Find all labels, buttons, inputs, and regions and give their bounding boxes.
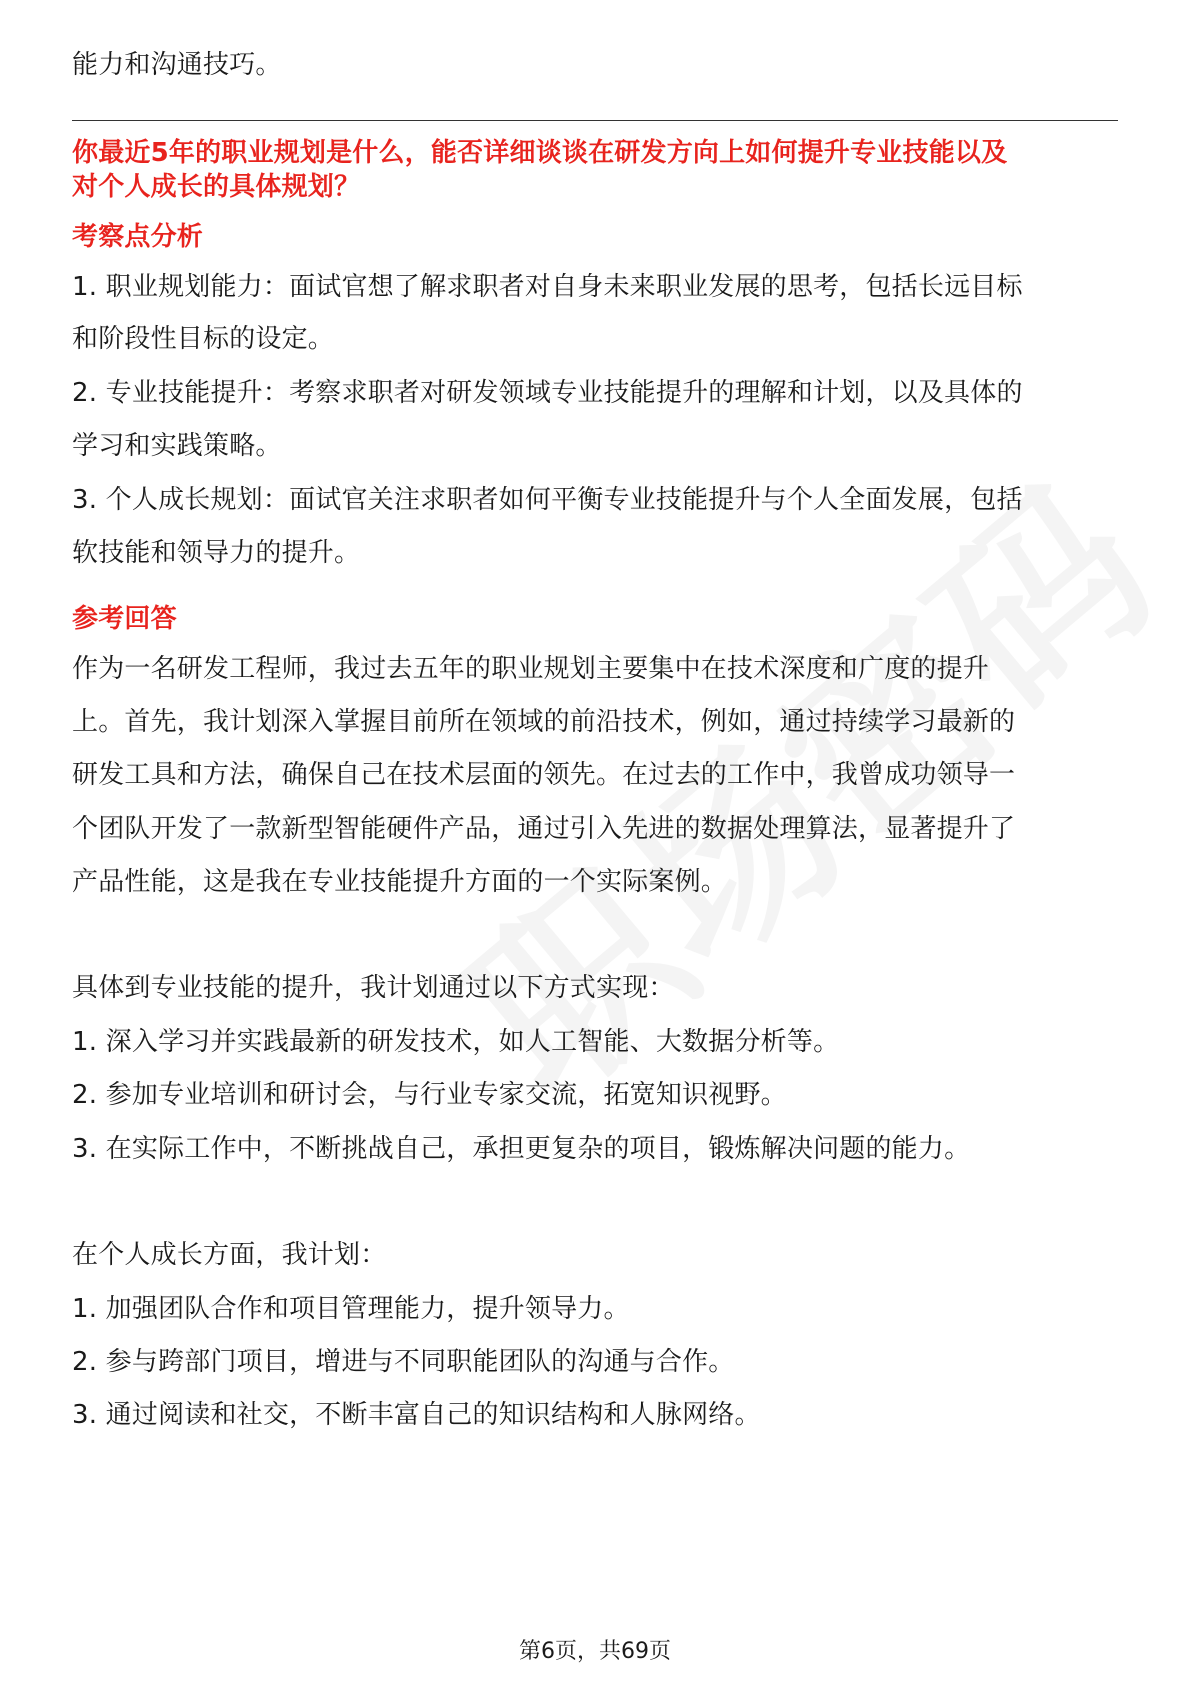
page-number: 第6页，共69页 xyxy=(519,1639,671,1664)
growth-list-item: 1. 加强团队合作和项目管理能力，提升领导力。 xyxy=(72,1294,630,1324)
growth-intro: 在个人成长方面，我计划： xyxy=(72,1240,387,1270)
answer-paragraph-line: 个团队开发了一款新型智能硬件产品，通过引入先进的数据处理算法，显著提升了 xyxy=(72,814,1016,844)
growth-list-item: 3. 通过阅读和社交，不断丰富自己的知识结构和人脉网络。 xyxy=(72,1400,761,1430)
analysis-line: 2. 专业技能提升：考察求职者对研发领域专业技能提升的理解和计划，以及具体的 xyxy=(72,378,1023,408)
analysis-line: 和阶段性目标的设定。 xyxy=(72,324,335,354)
answer-paragraph-line: 上。首先，我计划深入掌握目前所在领域的前沿技术，例如，通过持续学习最新的 xyxy=(72,707,1016,737)
analysis-heading: 考察点分析 xyxy=(72,222,204,252)
analysis-line: 软技能和领导力的提升。 xyxy=(72,538,361,568)
question-line-2: 对个人成长的具体规划？ xyxy=(72,172,361,202)
skills-list-item: 1. 深入学习并实践最新的研发技术，如人工智能、大数据分析等。 xyxy=(72,1027,840,1057)
growth-list-item: 2. 参与跨部门项目，增进与不同职能团队的沟通与合作。 xyxy=(72,1347,735,1377)
answer-paragraph-line: 作为一名研发工程师，我过去五年的职业规划主要集中在技术深度和广度的提升 xyxy=(72,654,990,684)
continuation-text: 能力和沟通技巧。 xyxy=(72,50,282,80)
question-line-1: 你最近5年的职业规划是什么，能否详细谈谈在研发方向上如何提升专业技能以及 xyxy=(72,138,1008,168)
document-page xyxy=(72,0,1118,1684)
analysis-line: 3. 个人成长规划：面试官关注求职者如何平衡专业技能提升与个人全面发展，包括 xyxy=(72,485,1023,515)
skills-list-item: 2. 参加专业培训和研讨会，与行业专家交流，拓宽知识视野。 xyxy=(72,1080,787,1110)
section-divider xyxy=(72,120,1118,121)
analysis-line: 1. 职业规划能力：面试官想了解求职者对自身未来职业发展的思考，包括长远目标 xyxy=(72,272,1023,302)
answer-heading: 参考回答 xyxy=(72,604,177,634)
answer-paragraph-line: 产品性能，这是我在专业技能提升方面的一个实际案例。 xyxy=(72,867,728,897)
skills-list-item: 3. 在实际工作中，不断挑战自己，承担更复杂的项目，锻炼解决问题的能力。 xyxy=(72,1134,971,1164)
analysis-line: 学习和实践策略。 xyxy=(72,431,282,461)
answer-paragraph-line: 研发工具和方法，确保自己在技术层面的领先。在过去的工作中，我曾成功领导一 xyxy=(72,760,1016,790)
skills-intro: 具体到专业技能的提升，我计划通过以下方式实现： xyxy=(72,973,675,1003)
